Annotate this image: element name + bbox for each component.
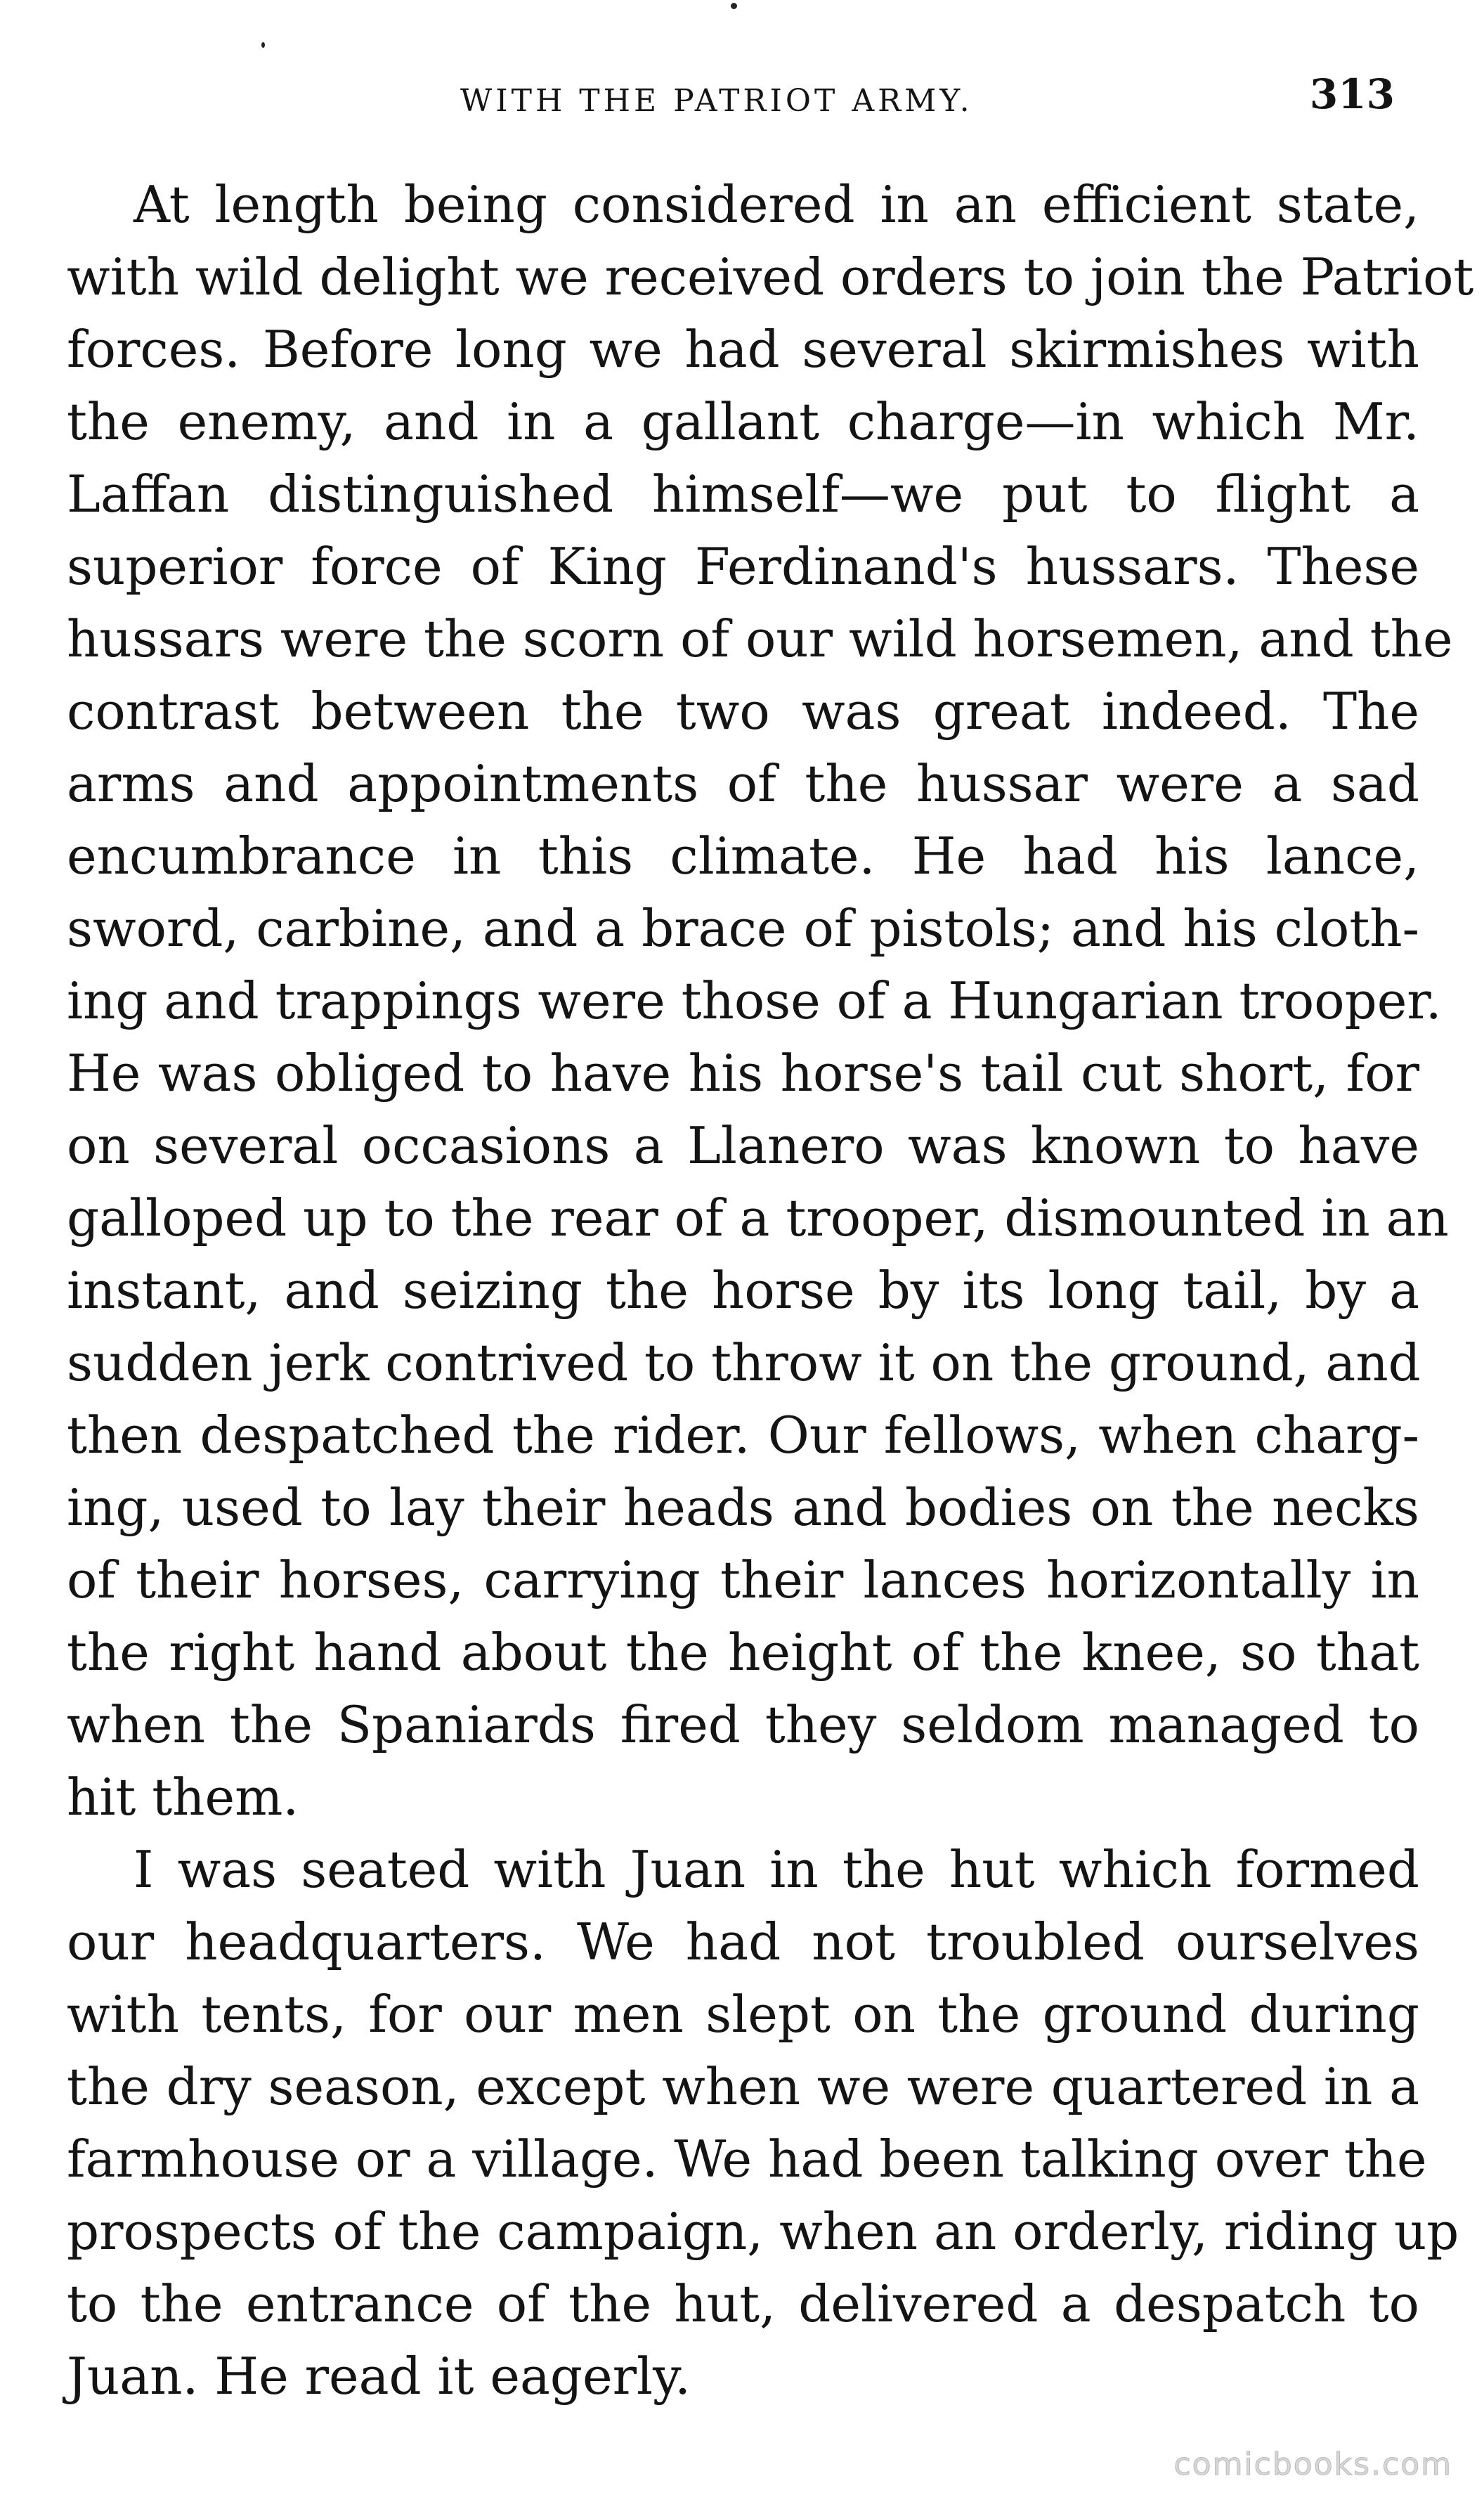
text-line: ing and trappings were those of a Hungarian trooper. [67, 971, 1442, 1030]
ink-speck [731, 3, 737, 9]
text-line: the enemy, and in a gallant charge—in which Mr. [67, 392, 1419, 451]
paragraph [67, 1834, 1459, 2413]
text-line: encumbrance in this climate. He had his lance, [67, 827, 1419, 886]
text-line: the dry season, except when we were quartered in a [67, 2057, 1419, 2116]
text-line: the right hand about the height of the knee, so that [67, 1623, 1419, 1682]
running-title: WITH THE PATRIOT ARMY. [460, 83, 973, 119]
text-line: on several occasions a Llanero was known to have [67, 1116, 1419, 1175]
text-line: He was obliged to have his horse's tail cut short, for [67, 1044, 1419, 1103]
text-line: with tents, for our men slept on the ground during [67, 1985, 1419, 2044]
text-line: to the entrance of the hut, delivered a despatch to [67, 2274, 1419, 2333]
text-line: I was seated with Juan in the hut which formed [134, 1840, 1419, 1899]
text-line: sudden jerk contrived to throw it on the ground, and [67, 1333, 1421, 1392]
text-line: ing, used to lay their heads and bodies on the necks [67, 1478, 1419, 1537]
text-line: when the Spaniards fired they seldom managed to [67, 1695, 1419, 1754]
text-line: of their horses, carrying their lances horizontally in [67, 1550, 1419, 1609]
text-line: At length being considered in an efficient state, [134, 175, 1419, 234]
body-text [67, 169, 1474, 2413]
text-line: then despatched the rider. Our fellows, when charg- [67, 1406, 1419, 1465]
text-line: superior force of King Ferdinand's hussars. These [67, 537, 1419, 596]
text-line: with wild delight we received orders to join the Patriot [67, 247, 1474, 306]
text-line: prospects of the campaign, when an orderly, riding up [67, 2202, 1459, 2261]
text-line: farmhouse or a village. We had been talking over the [67, 2130, 1427, 2189]
text-line: instant, and seizing the horse by its long tail, by a [67, 1261, 1419, 1320]
text-line: forces. Before long we had several skirmishes with [67, 320, 1419, 379]
text-line: contrast between the two was great indeed. The [67, 682, 1419, 741]
text-line: arms and appointments of the hussar were a sad [67, 754, 1419, 813]
text-line: galloped up to the rear of a trooper, dismounted in an [67, 1188, 1449, 1247]
paragraph [67, 169, 1474, 1834]
text-line: hussars were the scorn of our wild horsemen, and the [67, 609, 1453, 668]
text-line: hit them. [67, 1768, 299, 1827]
ink-speck [261, 42, 265, 48]
text-line: sword, carbine, and a brace of pistols; and his cloth- [67, 899, 1419, 958]
text-line: our headquarters. We had not troubled ourselves [67, 1912, 1419, 1971]
text-line: Juan. He read it eagerly. [67, 2347, 691, 2406]
watermark-text: comicbooks.com [1173, 2446, 1452, 2482]
running-head [67, 70, 1423, 134]
text-line: Laffan distinguished himself—we put to flight a [67, 465, 1419, 524]
page-number: 313 [1309, 70, 1395, 118]
